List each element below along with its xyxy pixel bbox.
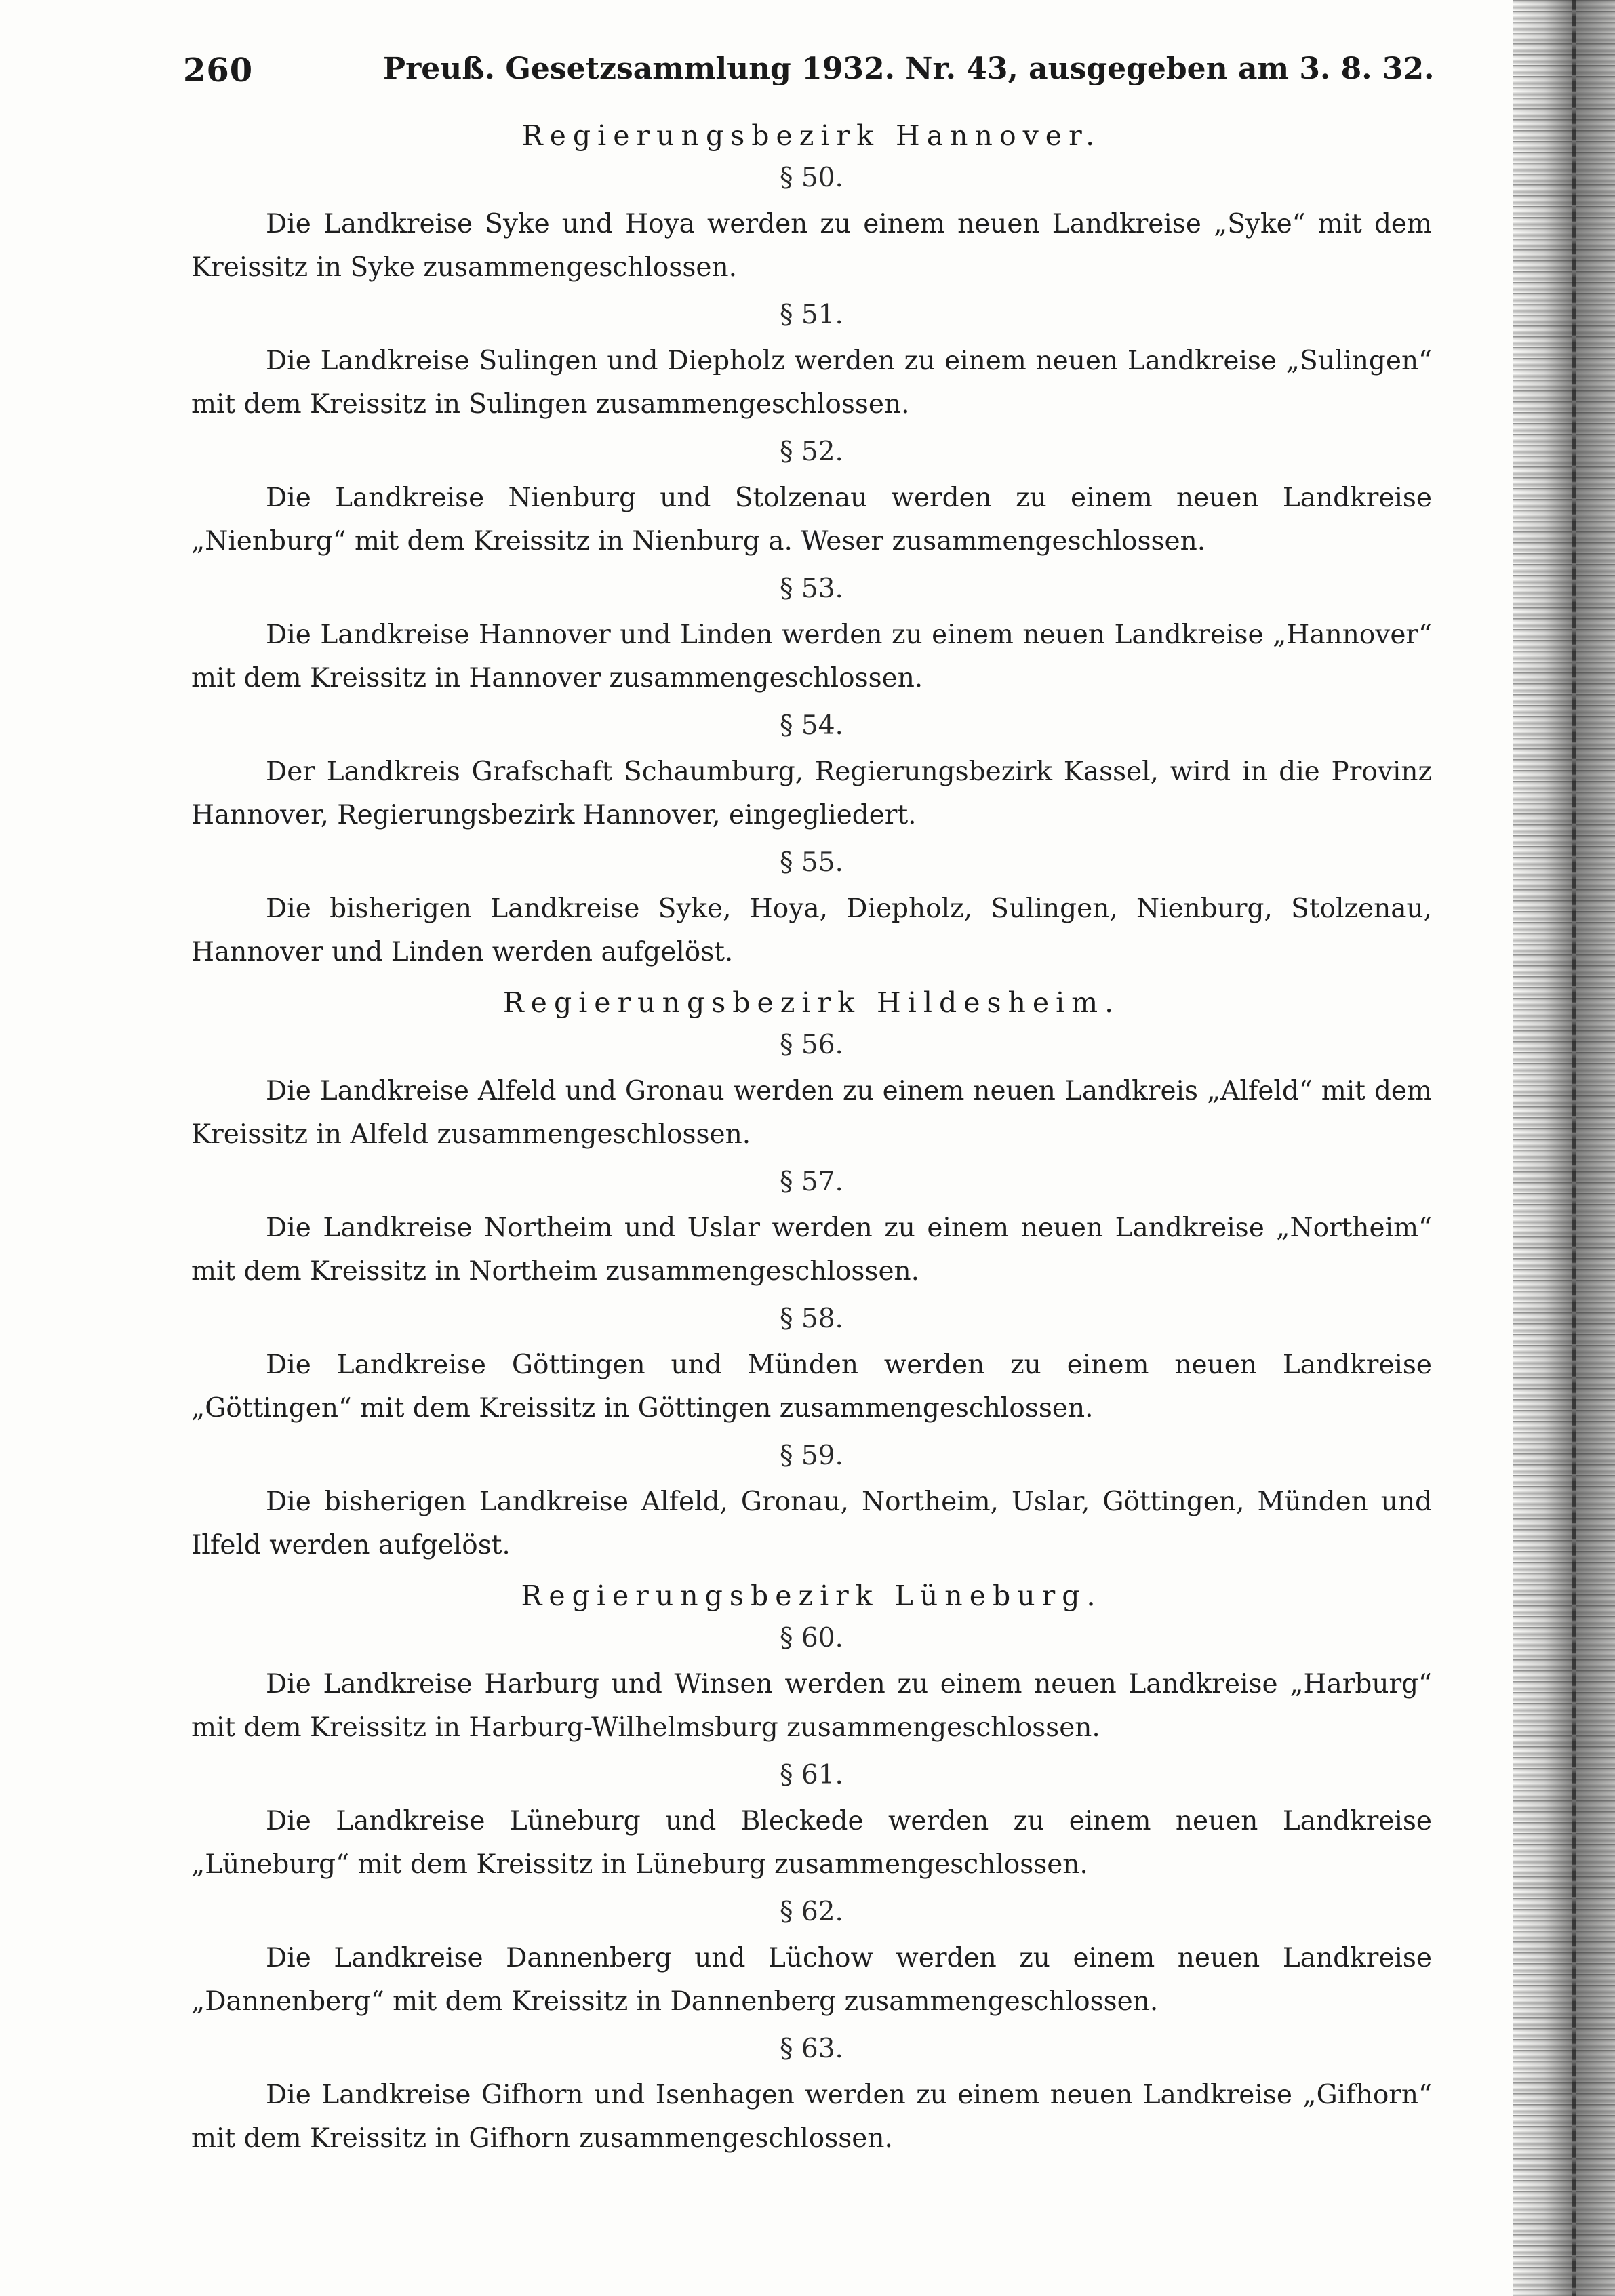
section-number: § 53.	[780, 573, 843, 604]
section-54	[191, 707, 1432, 837]
running-head: Preuß. Gesetzsammlung 1932. Nr. 43, ausgegeben am 3. 8. 32.	[383, 52, 1435, 86]
section-61	[191, 1756, 1432, 1887]
scan-edge-line	[1572, 0, 1576, 2296]
document-body	[191, 115, 1432, 2167]
section-number: § 58.	[780, 1304, 843, 1334]
section-number: § 50.	[780, 163, 843, 193]
section-text: Die Landkreise Northeim und Uslar werden zu einem neuen Landkreise „Northeim“ mit dem Kreissitz in Northeim zusammengeschlossen.	[191, 1213, 1432, 1287]
section-63	[191, 2030, 1432, 2160]
section-text: Die Landkreise Hannover und Linden werden zu einem neuen Landkreise „Hannover“ mit dem Kreissitz in Hannover zusammengeschlossen.	[191, 620, 1432, 693]
section-number: § 55.	[780, 847, 843, 878]
section-number: § 61.	[780, 1760, 843, 1790]
section-number: § 57.	[780, 1167, 843, 1197]
section-number: § 52.	[780, 437, 843, 467]
section-text: Der Landkreis Grafschaft Schaumburg, Regierungsbezirk Kassel, wird in die Provinz Hannover, Regierungsbezirk Hannover, eingegliedert.	[191, 757, 1432, 830]
section-text: Die Landkreise Sulingen und Diepholz werden zu einem neuen Landkreise „Sulingen“ mit dem Kreissitz in Sulingen zusammengeschlossen.	[191, 346, 1432, 420]
section-text: Die Landkreise Syke und Hoya werden zu einem neuen Landkreise „Syke“ mit dem Kreissitz in Syke zusammengeschlossen.	[191, 209, 1432, 283]
section-number: § 63.	[780, 2034, 843, 2064]
scan-edge-shadow	[1513, 0, 1615, 2296]
section-text: Die Landkreise Harburg und Winsen werden zu einem neuen Landkreise „Harburg“ mit dem Kreissitz in Harburg-Wilhelmsburg zusammengeschlossen.	[191, 1669, 1432, 1743]
section-57	[191, 1163, 1432, 1293]
page-number: 260	[183, 52, 254, 89]
section-60	[191, 1619, 1432, 1750]
section-58	[191, 1300, 1432, 1430]
region-heading: Regierungsbezirk Hannover.	[521, 119, 1102, 152]
section-59	[191, 1437, 1432, 1567]
section-62	[191, 1893, 1432, 2023]
page-header	[183, 52, 1444, 92]
section-text: Die bisherigen Landkreise Syke, Hoya, Diepholz, Sulingen, Nienburg, Stolzenau, Hannover und Linden werden aufgelöst.	[191, 893, 1432, 967]
region-hannover	[191, 115, 1432, 974]
section-number: § 62.	[780, 1897, 843, 1927]
section-55	[191, 844, 1432, 974]
section-56	[191, 1026, 1432, 1156]
section-text: Die Landkreise Göttingen und Münden werden zu einem neuen Landkreise „Göttingen“ mit dem Kreissitz in Göttingen zusammengeschlossen.	[191, 1350, 1432, 1424]
section-text: Die Landkreise Nienburg und Stolzenau werden zu einem neuen Landkreise „Nienburg“ mit dem Kreissitz in Nienburg a. Weser zusammengeschlossen.	[191, 483, 1432, 557]
section-text: Die Landkreise Alfeld und Gronau werden zu einem neuen Landkreis „Alfeld“ mit dem Kreissitz in Alfeld zusammengeschlossen.	[191, 1076, 1432, 1150]
section-text: Die Landkreise Dannenberg und Lüchow werden zu einem neuen Landkreise „Dannenberg“ mit dem Kreissitz in Dannenberg zusammengeschlossen.	[191, 1943, 1432, 2017]
section-text: Die bisherigen Landkreise Alfeld, Gronau, Northeim, Uslar, Göttingen, Münden und Ilfeld werden aufgelöst.	[191, 1487, 1432, 1560]
section-number: § 60.	[780, 1623, 843, 1653]
section-text: Die Landkreise Lüneburg und Bleckede werden zu einem neuen Landkreise „Lüneburg“ mit dem Kreissitz in Lüneburg zusammengeschlossen.	[191, 1806, 1432, 1880]
section-number: § 59.	[780, 1441, 843, 1471]
section-number: § 56.	[780, 1030, 843, 1060]
region-heading: Regierungsbezirk Hildesheim.	[502, 986, 1121, 1019]
section-number: § 51.	[780, 300, 843, 330]
section-51	[191, 296, 1432, 426]
section-number: § 54.	[780, 710, 843, 741]
section-52	[191, 433, 1432, 563]
region-heading: Regierungsbezirk Lüneburg.	[521, 1579, 1102, 1612]
region-hildesheim	[191, 982, 1432, 1567]
region-lueneburg	[191, 1575, 1432, 2160]
section-50	[191, 159, 1432, 289]
section-text: Die Landkreise Gifhorn und Isenhagen werden zu einem neuen Landkreise „Gifhorn“ mit dem Kreissitz in Gifhorn zusammengeschlossen.	[191, 2080, 1432, 2154]
section-53	[191, 570, 1432, 700]
